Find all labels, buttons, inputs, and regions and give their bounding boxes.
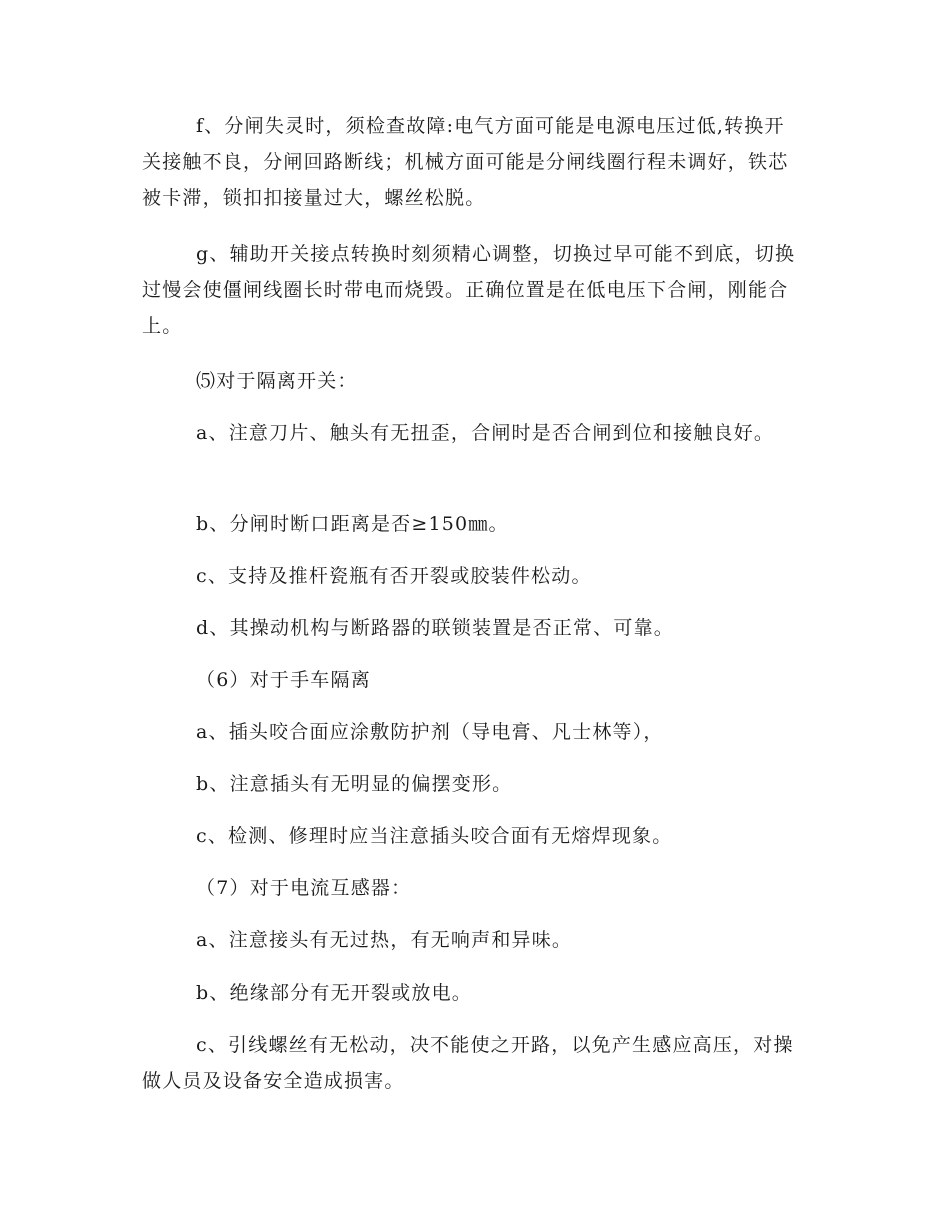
paragraph-isolating-b: b、分闸时断口距离是否≥150㎜。	[196, 513, 509, 535]
paragraph-isolating-d: d、其操动机构与断路器的联锁装置是否正常、可靠。	[196, 617, 674, 639]
paragraph-handcart-b: b、注意插头有无明显的偏摆变形。	[196, 773, 513, 795]
heading-isolating-switch: ⑸对于隔离开关：	[196, 370, 358, 392]
paragraph-g-auxiliary-switch: g、辅助开关接点转换时刻须精心调整，切换过早可能不到底，切换过慢会使僵闸线圈长时带电而烧毁。正确位置是在低电压下合闸，刚能合上。	[142, 243, 796, 337]
paragraph-handcart-c: c、检测、修理时应当注意插头咬合面有无熔焊现象。	[196, 825, 673, 847]
paragraph-ct-b: b、绝缘部分有无开裂或放电。	[196, 982, 472, 1004]
heading-handcart-isolation: （6）对于手车隔离	[196, 669, 371, 691]
paragraph-handcart-a: a、插头咬合面应涂敷防护剂（导电膏、凡士林等），	[196, 721, 664, 743]
paragraph-f-opening-failure: f、分闸失灵时，须检查故障:电气方面可能是电源电压过低,转换开关接触不良，分闸回路断线；机械方面可能是分闸线圈行程未调好，铁芯被卡滞，锁扣扣接量过大，螺丝松脱。	[142, 115, 789, 209]
paragraph-ct-a: a、注意接头有无过热，有无响声和异味。	[196, 929, 573, 951]
paragraph-isolating-c: c、支持及推杆瓷瓶有否开裂或胶装件松动。	[196, 565, 592, 587]
paragraph-ct-c: c、引线螺丝有无松动，决不能使之开路，以免产生感应高压，对操做人员及设备安全造成损害。	[142, 1034, 794, 1092]
heading-current-transformer: （7）对于电流互感器：	[196, 877, 412, 899]
paragraph-isolating-a: a、注意刀片、触头有无扭歪，合闸时是否合闸到位和接触良好。	[196, 422, 775, 444]
